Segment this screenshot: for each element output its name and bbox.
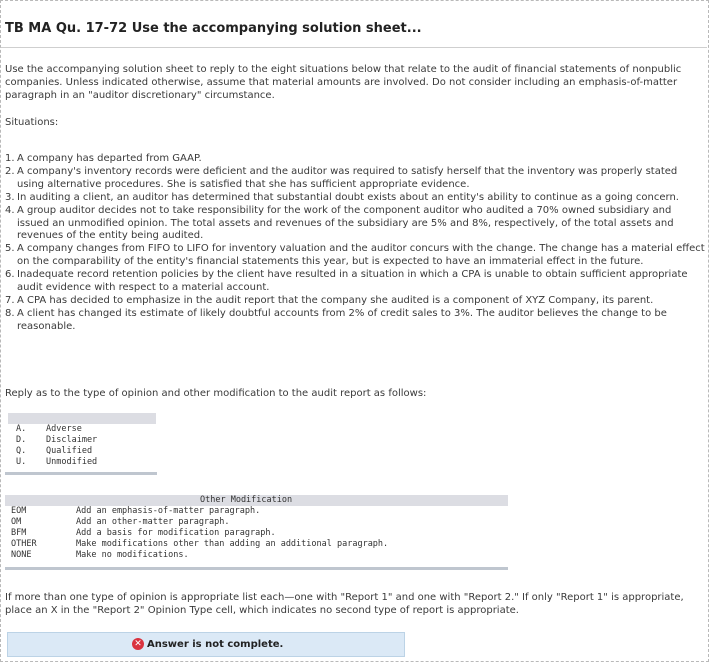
legend-header xyxy=(8,413,156,424)
report-instructions: If more than one type of opinion is appropriate list each—one with "Report 1" and one with "Report 2." If only "Report 1" is appropriate, place an X in the "Report 2" Opinion Type cell, which indicates no second type of report is appropriate. xyxy=(5,592,684,616)
answer-status-text: Answer is not complete. xyxy=(147,638,284,650)
answer-status-banner xyxy=(7,632,405,657)
situations-label: Situations: xyxy=(5,117,59,128)
legend-row: U. Unmodified xyxy=(16,457,98,467)
situation-item: 5. A company changes from FIFO to LIFO for inventory valuation and the auditor concurs with the change. The change has a material effect on the comparability of the entity's financial statements this year, but is expected to have an immaterial effect in the future. xyxy=(5,243,705,268)
opinion-type-legend xyxy=(8,413,156,468)
legend-bottom-bar xyxy=(5,567,508,570)
intro-paragraph: Use the accompanying solution sheet to reply to the eight situations below that relate to the audit of financial statements of nonpublic companies. Unless indicated otherwise, assume that material amounts are involved. Do not consider including an emphasis-of-matter paragraph in an "auditor discretionary" circumstance. xyxy=(5,64,682,101)
legend-row: OM Add an other-matter paragraph. xyxy=(11,517,230,527)
situation-item: 4. A group auditor decides not to take responsibility for the work of the component auditor who audited a 70% owned subsidiary and issued an unmodified opinion. The total assets and revenues of the subsidiary are 5% and 8%, respectively, of the total assets and revenues of the entity being audited. xyxy=(5,204,674,242)
legend-header: Other Modification xyxy=(5,495,508,506)
situation-item: 7. A CPA has decided to emphasize in the audit report that the company she audited is a component of XYZ Company, its parent. xyxy=(5,294,654,306)
legend-row: EOM Add an emphasis-of-matter paragraph. xyxy=(11,506,261,516)
situation-item: 6. Inadequate record retention policies by the client have resulted in a situation in which a CPA is unable to obtain sufficient appropriate audit evidence with respect to a material account. xyxy=(5,269,688,294)
situations-list xyxy=(5,153,705,334)
legend-row: Q. Qualified xyxy=(16,446,93,456)
situation-item: 3. In auditing a client, an auditor has determined that substantial doubt exists about an entity's ability to continue as a going concern. xyxy=(5,191,679,203)
title-divider xyxy=(1,47,707,48)
legend-row: BFM Add a basis for modification paragraph. xyxy=(11,528,276,538)
situation-item: 2. A company's inventory records were deficient and the auditor was required to satisfy herself that the inventory was properly stated using alternative procedures. She is satisfied that she has sufficient appropriate evidence. xyxy=(5,165,678,190)
situation-item: 8. A client has changed its estimate of likely doubtful accounts from 2% of credit sales to 3%. The auditor believes the change to be reasonable. xyxy=(5,307,667,332)
other-modification-legend xyxy=(5,495,508,561)
situation-item: 1. A company has departed from GAAP. xyxy=(5,153,202,164)
legend-row: D. Disclaimer xyxy=(16,435,98,445)
question-title: TB MA Qu. 17-72 Use the accompanying solution sheet... xyxy=(5,21,422,36)
error-x-icon: ✕ xyxy=(132,638,144,650)
legend-bottom-bar xyxy=(5,472,157,475)
legend-row: OTHER Make modifications other than adding an additional paragraph. xyxy=(11,539,389,549)
reply-instructions: Reply as to the type of opinion and other modification to the audit report as follows: xyxy=(5,388,427,399)
legend-row: NONE Make no modifications. xyxy=(11,550,189,560)
legend-row: A. Adverse xyxy=(16,424,82,434)
